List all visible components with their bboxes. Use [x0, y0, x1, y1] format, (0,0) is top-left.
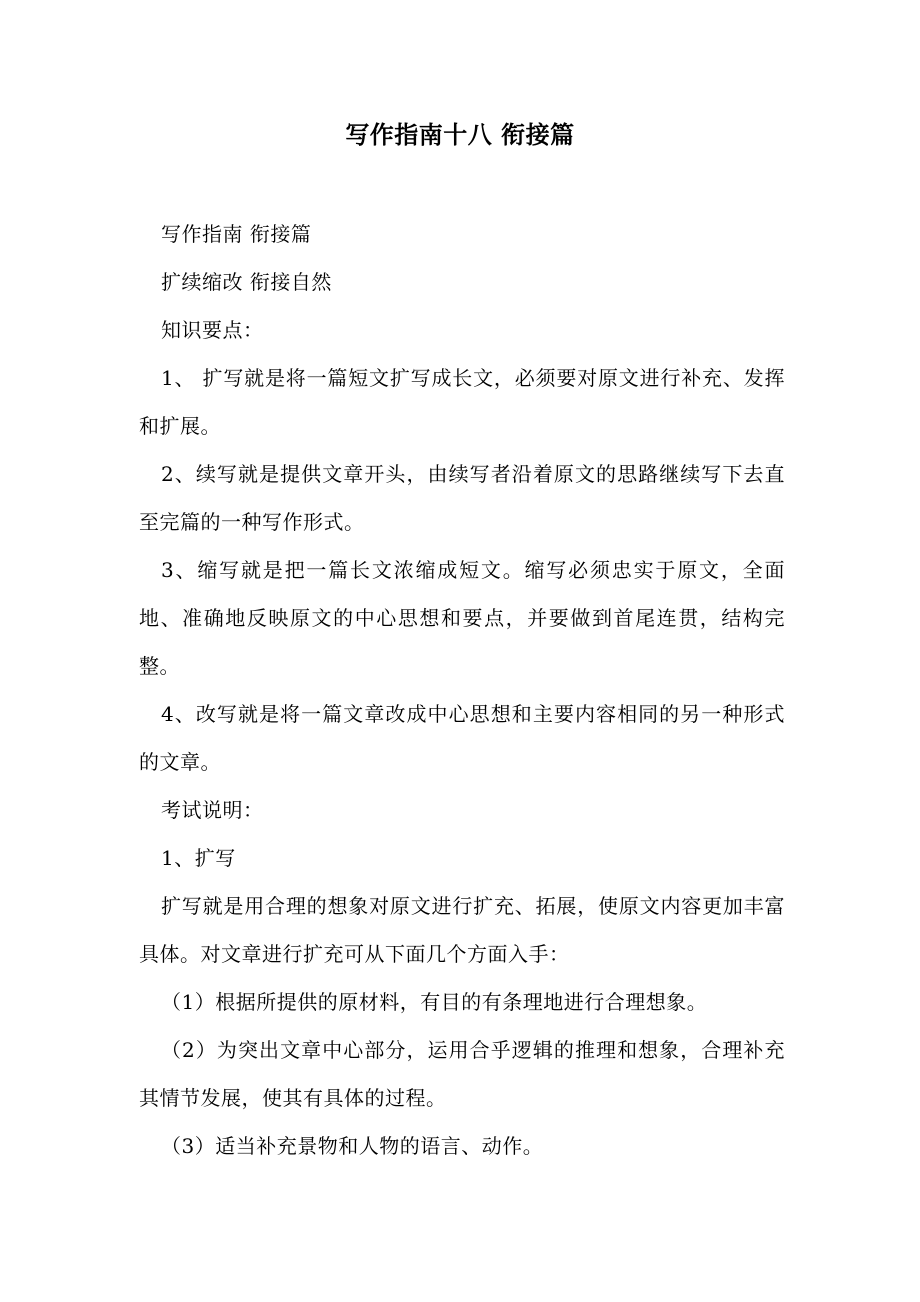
paragraph: （3）适当补充景物和人物的语言、动作。 — [161, 1134, 544, 1158]
paragraph: 4、改写就是将一篇文章改成中心思想和主要内容相同的另一种形式的文章。 — [139, 702, 785, 774]
document-body — [139, 210, 785, 1170]
paragraph: （1）根据所提供的原材料，有目的有条理地进行合理想象。 — [161, 990, 708, 1014]
paragraph: 写作指南 衔接篇 — [161, 222, 312, 246]
paragraph: 1、扩写 — [161, 846, 236, 870]
paragraph: 扩写就是用合理的想象对原文进行扩充、拓展，使原文内容更加丰富具体。对文章进行扩充可从下面几个方面入手： — [139, 894, 785, 966]
paragraph: （2）为突出文章中心部分，运用合乎逻辑的推理和想象，合理补充其情节发展，使其有具体的过程。 — [139, 1038, 785, 1110]
paragraph: 3、缩写就是把一篇长文浓缩成短文。缩写必须忠实于原文，全面地、准确地反映原文的中心思想和要点，并要做到首尾连贯，结构完整。 — [139, 558, 785, 678]
paragraph: 考试说明： — [161, 798, 264, 822]
paragraph: 1、 扩写就是将一篇短文扩写成长文，必须要对原文进行补充、发挥和扩展。 — [139, 366, 785, 438]
paragraph: 知识要点： — [161, 318, 264, 342]
document-title: 写作指南十八 衔接篇 — [345, 120, 575, 149]
paragraph: 2、续写就是提供文章开头，由续写者沿着原文的思路继续写下去直至完篇的一种写作形式。 — [139, 462, 785, 534]
paragraph: 扩续缩改 衔接自然 — [161, 270, 332, 294]
